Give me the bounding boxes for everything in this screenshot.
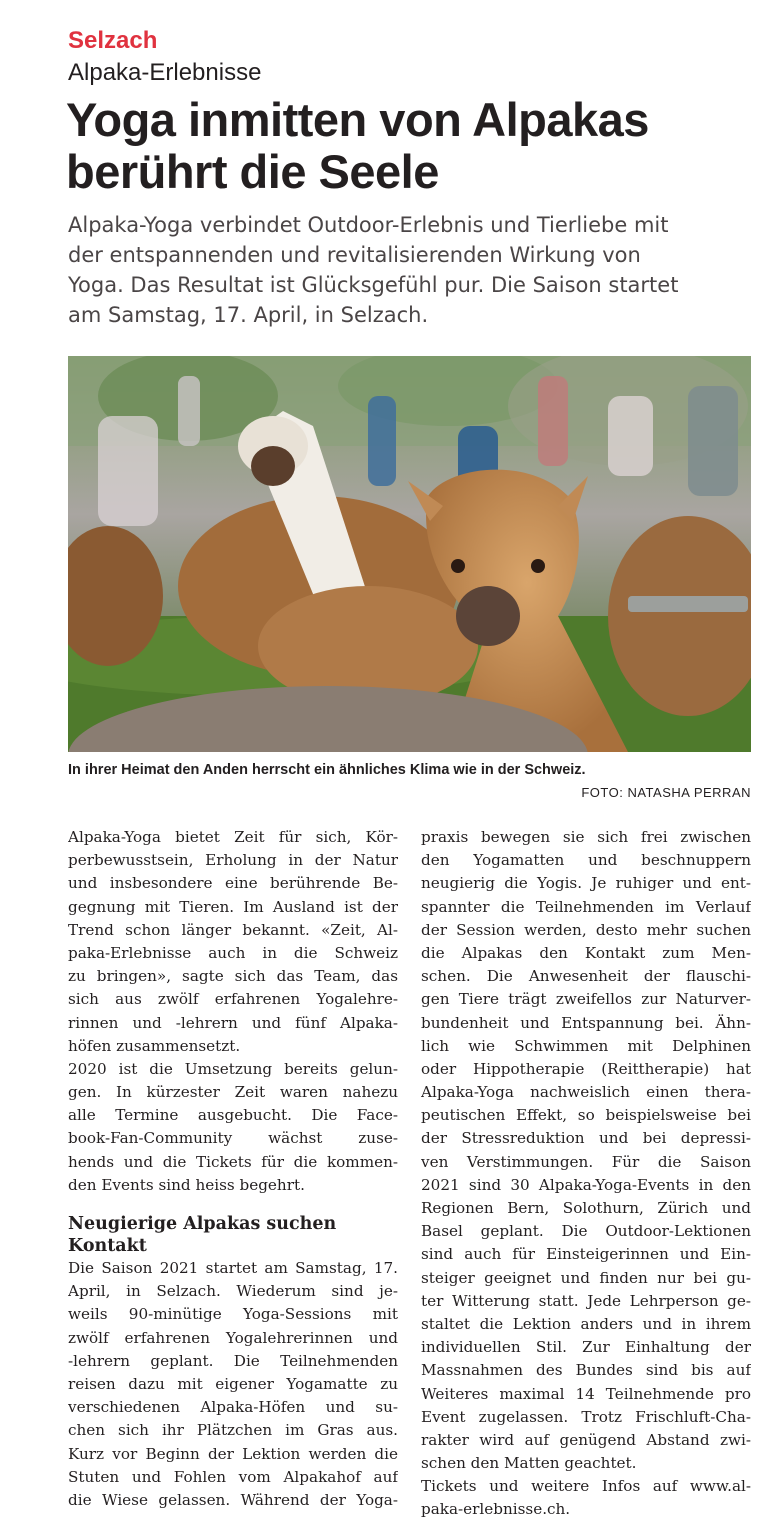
text-line: oder Hippotherapie (Reittherapie) hat bbox=[421, 1059, 751, 1078]
text-line: Alpaka-Yoga nachweislich einen thera- bbox=[421, 1083, 751, 1102]
section-subheading bbox=[68, 1213, 398, 1257]
text-line: schen den Matten geachtet. bbox=[421, 1454, 637, 1473]
text-line: sind auch für Einsteigerinnen und Ein- bbox=[421, 1245, 751, 1264]
text-line: Trend schon länger bekannt. «Zeit, Al- bbox=[68, 920, 398, 939]
text-line: Weiteres maximal 14 Teilnehmende pro bbox=[421, 1384, 751, 1403]
text-line: Kurz vor Beginn der Lektion werden die bbox=[68, 1444, 398, 1463]
text-line: alle Termine ausgebucht. Die Face- bbox=[68, 1106, 398, 1125]
text-line: Die Saison 2021 startet am Samstag, 17. bbox=[68, 1259, 398, 1277]
text-line: Regionen Bern, Solothurn, Zürich und bbox=[421, 1199, 751, 1217]
headline bbox=[66, 94, 756, 198]
paragraph bbox=[421, 1475, 751, 1521]
text-line: verschiedenen Alpaka-Höfen und su- bbox=[68, 1398, 398, 1417]
text-line: die Wiese gelassen. Während der Yoga- bbox=[68, 1490, 398, 1509]
lead-line: am Samstag, 17. April, in Selzach. bbox=[68, 303, 429, 327]
text-line: den Events sind heiss begehrt. bbox=[68, 1175, 305, 1194]
text-line: Alpaka-Yoga bietet Zeit für sich, Kör- bbox=[68, 828, 398, 846]
paragraph bbox=[68, 1058, 398, 1197]
text-line: April, in Selzach. Wiederum sind je- bbox=[68, 1282, 398, 1301]
text-line: peutischen Effekt, so beispielsweise bei bbox=[421, 1106, 751, 1125]
text-line: praxis bewegen sie sich frei zwischen bbox=[421, 828, 751, 846]
photo-caption: In ihrer Heimat den Anden herrscht ein ähnliches Klima wie in der Schweiz. bbox=[68, 762, 586, 778]
text-line: neugierig die Yogis. Je ruhiger und ent- bbox=[421, 874, 751, 893]
text-line: schen. Die Anwesenheit der flauschi- bbox=[421, 967, 751, 986]
lead-paragraph bbox=[68, 210, 758, 330]
text-line: book-Fan-Community wächst zuse- bbox=[68, 1129, 398, 1148]
text-line: gen. In kürzester Zeit waren nahezu bbox=[68, 1083, 398, 1102]
text-line: paka-Erlebnisse auch in die Schweiz bbox=[68, 943, 398, 962]
text-line: der Stressreduktion und bei depressi- bbox=[421, 1129, 751, 1148]
alpaca-yoga-photo bbox=[68, 356, 751, 752]
text-line: staltet die Lektion anders und in ihrem bbox=[421, 1314, 751, 1333]
text-line: und insbesondere eine berührende Be- bbox=[68, 874, 398, 893]
subheading-line: Kontakt bbox=[68, 1236, 147, 1256]
text-line: spannter die Teilnehmenden im Verlauf bbox=[421, 897, 751, 916]
text-line: sich aus zwölf erfahrenen Yogalehre- bbox=[68, 990, 398, 1009]
lead-line: Yoga. Das Resultat ist Glücksgefühl pur. Die Saison startet bbox=[68, 273, 679, 297]
text-line: weils 90-minütige Yoga-Sessions mit bbox=[68, 1305, 398, 1324]
text-line: rakter wird auf genügend Abstand zwi- bbox=[421, 1430, 751, 1449]
text-line: Stuten und Fohlen vom Alpakahof auf bbox=[68, 1467, 398, 1486]
text-line: bundenheit und Entspannung bei. Ähn- bbox=[421, 1013, 751, 1032]
text-line: hends und die Tickets für die kommen- bbox=[68, 1152, 398, 1171]
text-line: perbewusstsein, Erholung in der Natur bbox=[68, 851, 398, 870]
text-line: zwölf erfahrenen Yogalehrerinnen und bbox=[68, 1328, 398, 1347]
text-line: höfen zusammensetzt. bbox=[68, 1036, 241, 1055]
text-line: Massnahmen des Bundes sind bis auf bbox=[421, 1361, 751, 1380]
text-line: Basel geplant. Die Outdoor-Lektionen bbox=[421, 1222, 751, 1241]
headline-line: Yoga inmitten von Alpakas bbox=[66, 93, 649, 146]
text-line: der Session werden, desto mehr suchen bbox=[421, 920, 751, 939]
text-line: Tickets und weitere Infos auf www.al- bbox=[421, 1477, 751, 1496]
text-line: ter Witterung statt. Jede Lehrperson ge- bbox=[421, 1291, 751, 1310]
text-line: gen Tiere trägt zweifellos zur Naturver- bbox=[421, 990, 751, 1009]
text-line: die Alpakas den Kontakt zum Men- bbox=[421, 943, 751, 962]
text-line: zu bringen», sagte sich das Team, das bbox=[68, 967, 398, 986]
text-line: 2020 ist die Umsetzung bereits gelun- bbox=[68, 1059, 398, 1078]
spacer bbox=[68, 1197, 398, 1213]
text-line: individuellen Stil. Zur Einhaltung der bbox=[421, 1338, 751, 1357]
location-label: Selzach bbox=[68, 27, 158, 54]
text-line: reisen dazu mit eigener Yogamatte zu bbox=[68, 1374, 398, 1393]
text-line: paka-erlebnisse.ch. bbox=[421, 1500, 571, 1519]
text-line: Event zugelassen. Trotz Frischluft-Cha- bbox=[421, 1407, 751, 1426]
article-column-left bbox=[68, 826, 398, 1512]
subheading-line: Neugierige Alpakas suchen bbox=[68, 1214, 337, 1234]
headline-line: berührt die Seele bbox=[66, 145, 439, 198]
paragraph bbox=[68, 1257, 398, 1512]
paragraph bbox=[68, 826, 398, 1058]
text-line: lich wie Schwimmen mit Delphinen bbox=[421, 1036, 751, 1055]
text-line: gegnung mit Tieren. Im Ausland ist der bbox=[68, 897, 398, 916]
text-line: steiger geeignet und finden nur bei gu- bbox=[421, 1268, 751, 1287]
text-line: chen sich ihr Plätzchen im Gras aus. bbox=[68, 1421, 398, 1440]
photo-credit: FOTO: NATASHA PERRAN bbox=[581, 785, 751, 800]
text-line: 2021 sind 30 Alpaka-Yoga-Events in den bbox=[421, 1175, 751, 1194]
text-line: -lehrern geplant. Die Teilnehmenden bbox=[68, 1351, 398, 1370]
lead-line: der entspannenden und revitalisierenden Wirkung von bbox=[68, 243, 641, 267]
article-column-right bbox=[421, 826, 751, 1522]
paragraph bbox=[421, 826, 751, 1475]
text-line: den Yogamatten und beschnuppern bbox=[421, 851, 751, 870]
topic-label: Alpaka-Erlebnisse bbox=[68, 59, 262, 86]
lead-line: Alpaka-Yoga verbindet Outdoor-Erlebnis und Tierliebe mit bbox=[68, 213, 669, 237]
text-line: rinnen und -lehrern und fünf Alpaka- bbox=[68, 1013, 398, 1032]
text-line: ven Verstimmungen. Für die Saison bbox=[421, 1152, 751, 1171]
